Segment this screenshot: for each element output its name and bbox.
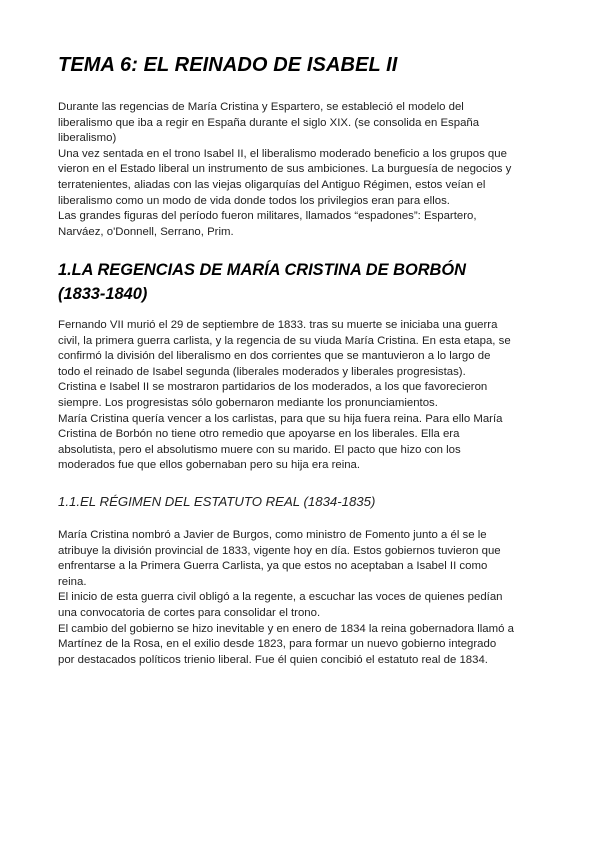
text-line: El cambio del gobierno se hizo inevitable y en enero de 1834 la reina gobernadora llamó a bbox=[58, 622, 514, 635]
text-line: moderados fue que ellos gobernaban pero su hija era reina. bbox=[58, 459, 361, 472]
section1-text bbox=[58, 318, 548, 474]
text-line: enfrentarse a la Primera Guerra Carlista, ya que estos no aceptaban a Isabel II como bbox=[58, 560, 488, 573]
intro-paragraph bbox=[58, 100, 548, 240]
text-line: liberalismo que iba a regir en España durante el siglo XIX. (se consolida en España bbox=[58, 116, 480, 129]
text-line: civil, la primera guerra carlista, y la regencia de su viuda María Cristina. En esta etapa, se bbox=[58, 334, 511, 347]
text-line: Fernando VII murió el 29 de septiembre de 1833. tras su muerte se iniciaba una guerra bbox=[58, 319, 498, 331]
section1-1-heading: 1.1.EL RÉGIMEN DEL ESTATUTO REAL (1834-1835) bbox=[58, 494, 376, 509]
text-line: Martínez de la Rosa, en el exilio desde 1823, para formar un nuevo gobierno integrado bbox=[58, 638, 497, 651]
text-line: El inicio de esta guerra civil obligó a la regente, a escuchar las voces de quienes pedían bbox=[58, 591, 503, 604]
section1-heading-line1: 1.LA REGENCIAS DE MARÍA CRISTINA DE BORBÓN bbox=[58, 261, 466, 279]
document-title: TEMA 6: EL REINADO DE ISABEL II bbox=[58, 54, 398, 76]
section1-1-text bbox=[58, 528, 548, 668]
text-line: liberalismo como un modo de vida donde todos los privilegios eran para ellos. bbox=[58, 194, 450, 207]
text-line: Narváez, o'Donnell, Serrano, Prim. bbox=[58, 225, 234, 238]
text-line: Las grandes figuras del período fueron militares, llamados “espadones”: Espartero, bbox=[58, 210, 477, 223]
text-line: confirmó la división del liberalismo en dos corrientes que se mantuvieron a lo largo de bbox=[58, 350, 491, 363]
text-line: atribuye la división provincial de 1833, vigente hoy en día. Estos gobiernos tuvieron que bbox=[58, 544, 501, 557]
text-line: liberalismo) bbox=[58, 132, 117, 145]
text-line: Cristina de Borbón no tiene otro remedio que apoyarse en los liberales. Ella era bbox=[58, 428, 460, 441]
text-line: terratenientes, aliadas con las viejas oligarquías del Antiguo Régimen, estos veían el bbox=[58, 178, 486, 191]
text-line: vieron en el Estado liberal un instrumento de sus ambiciones. La burguesía de negocios y bbox=[58, 163, 512, 176]
text-line: absolutista, pero el absolutismo muere con su marido. El pacto que hizo con los bbox=[58, 443, 461, 456]
text-line: Una vez sentada en el trono Isabel II, el liberalismo moderado beneficio a los grupos que bbox=[58, 147, 507, 160]
section1-1-paragraph bbox=[58, 528, 548, 668]
section1-heading bbox=[58, 258, 558, 306]
text-line: siempre. Los progresistas sólo gobernaron mediante los pronunciamientos. bbox=[58, 396, 438, 409]
text-line: reina. bbox=[58, 575, 87, 588]
text-line: por destacados políticos trienio liberal. Fue él quien concibió el estatuto real de 1834. bbox=[58, 653, 488, 666]
text-line: María Cristina quería vencer a los carlistas, para que su hija fuera reina. Para ello María bbox=[58, 412, 503, 425]
text-line: todo el reinado de Isabel segunda (liberales moderados y liberales progresistas). bbox=[58, 365, 466, 378]
text-line: Cristina e Isabel II se mostraron partidarios de los moderados, a los que favorecieron bbox=[58, 381, 488, 394]
section1-paragraph bbox=[58, 318, 548, 474]
text-line: María Cristina nombró a Javier de Burgos, como ministro de Fomento junto a él se le bbox=[58, 529, 487, 541]
section1-heading-line2: (1833-1840) bbox=[58, 285, 148, 303]
intro-text bbox=[58, 100, 548, 240]
text-line: Durante las regencias de María Cristina y Espartero, se estableció el modelo del bbox=[58, 101, 464, 113]
text-line: una convocatoria de cortes para consolidar el trono. bbox=[58, 606, 321, 619]
